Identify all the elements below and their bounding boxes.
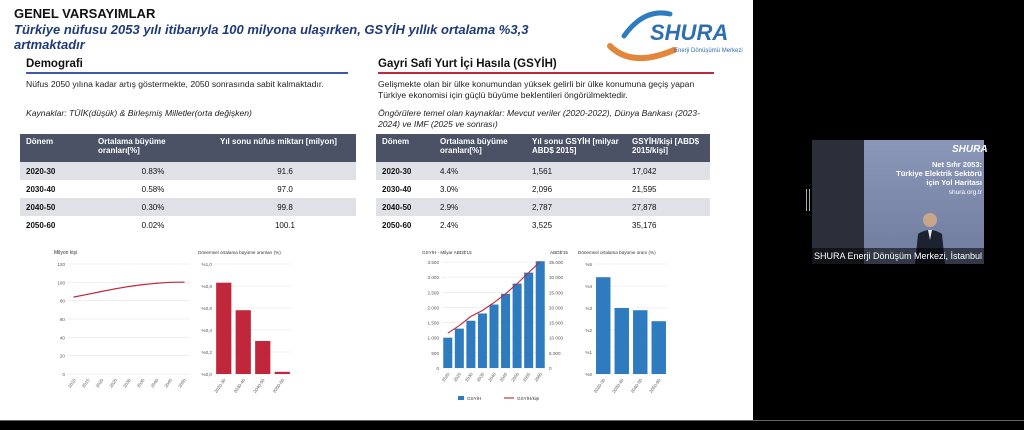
y-tick-label: %3 xyxy=(585,306,592,311)
table-cell: 97.0 xyxy=(214,180,356,198)
chart-title: Dönemsel ortalama büyüme oranları (%) xyxy=(198,250,281,255)
right-axis-title: ABD$'15 xyxy=(550,250,568,255)
table-cell: 91.6 xyxy=(214,162,356,180)
gdp-combo-chart xyxy=(418,246,570,406)
bar xyxy=(615,308,629,374)
bar xyxy=(633,310,647,374)
gdp-table xyxy=(376,134,710,234)
table-row xyxy=(20,216,356,234)
bar xyxy=(255,341,270,374)
table-cell: 2,787 xyxy=(526,198,626,216)
x-tick-label: 2030 xyxy=(122,377,132,389)
data-point xyxy=(183,282,184,283)
table-cell: 4.4% xyxy=(434,162,526,180)
table-cell: 0.02% xyxy=(92,216,214,234)
bar xyxy=(536,261,545,368)
x-tick-label: 2050-60 xyxy=(271,377,286,394)
video-caption: SHURA Enerji Dönüşüm Merkezi, İstanbul xyxy=(812,248,984,264)
legend-label: GSYİH xyxy=(467,396,482,401)
y2-tick-label: 35.000 xyxy=(549,260,564,265)
video-screen-line: Türkiye Elektrik Sektörü xyxy=(896,169,982,178)
table-cell: 1,561 xyxy=(526,162,626,180)
data-point xyxy=(115,288,116,289)
table-cell: 2040-50 xyxy=(376,198,434,216)
table-cell: 2.4% xyxy=(434,216,526,234)
speaker-video[interactable] xyxy=(812,140,988,264)
y2-tick-label: 20.000 xyxy=(549,305,564,311)
x-tick-label: 2030 xyxy=(464,371,474,383)
y-tick-label: 0 xyxy=(62,372,65,377)
population-growth-bar-chart xyxy=(196,246,296,398)
y-tick-label: %0 xyxy=(585,372,592,377)
y2-tick-label: 10.000 xyxy=(549,335,564,341)
y-tick-label: 2.000 xyxy=(427,305,439,311)
table-cell: 0.58% xyxy=(92,180,214,198)
y2-tick-label: 25.000 xyxy=(549,290,564,296)
x-tick-label: 2050-60 xyxy=(648,377,662,394)
y-tick-label: 120 xyxy=(57,262,65,267)
chart-title: GSYİH - Milyar ABD$'15 xyxy=(422,250,472,255)
table-cell: 2050-60 xyxy=(20,216,92,234)
population-series-line xyxy=(74,282,184,297)
y-tick-label: 1.000 xyxy=(427,335,439,341)
y-tick-label: %5 xyxy=(585,262,592,267)
y-tick-label: %4 xyxy=(585,284,592,289)
y-tick-label: 500 xyxy=(431,350,439,356)
y-tick-label: %0,8 xyxy=(201,284,212,289)
table-cell: 2020-30 xyxy=(20,162,92,180)
bar xyxy=(443,338,452,368)
x-tick-label: 2050 xyxy=(510,371,520,383)
data-point xyxy=(73,296,74,297)
data-point xyxy=(87,294,88,295)
x-tick-label: 2040 xyxy=(149,377,160,389)
table-cell: 99.8 xyxy=(214,198,356,216)
y-tick-label: %0,0 xyxy=(201,372,212,377)
table-row xyxy=(20,180,356,198)
table-header: Yıl sonu GSYİH [milyar ABD$ 2015] xyxy=(526,134,626,162)
gdp-rule xyxy=(378,72,714,74)
gdp-title: Gayri Safi Yurt İçi Hasıla (GSYİH) xyxy=(378,58,557,70)
legend-label: GSYİH/kişi xyxy=(517,396,540,401)
legend-swatch-gdp xyxy=(458,396,464,400)
table-cell: 2050-60 xyxy=(376,216,434,234)
table-row xyxy=(376,162,710,180)
y-tick-label: 0 xyxy=(436,366,439,371)
data-point xyxy=(142,284,143,285)
table-row xyxy=(376,180,710,198)
y-tick-label: 100 xyxy=(57,280,65,286)
x-tick-label: 2040 xyxy=(487,371,497,383)
table-cell: 2,096 xyxy=(526,180,626,198)
gdp-sources: Öngörülere temel olan kaynaklar: Mevcut veriler (2020-2022), Dünya Bankası (2023-2024) ve IMF (2025 ve sonrası) xyxy=(378,108,700,129)
x-tick-label: 2020-30 xyxy=(213,377,227,394)
table-cell: 21,595 xyxy=(626,180,710,198)
x-tick-label: 2060 xyxy=(533,371,544,383)
data-point xyxy=(170,282,171,283)
x-tick-label: 2020 xyxy=(440,371,451,383)
x-tick-label: 2050 xyxy=(177,377,187,389)
bar xyxy=(524,273,533,368)
y-tick-label: 40 xyxy=(59,335,65,341)
x-tick-label: 2010 xyxy=(67,377,77,389)
table-row xyxy=(20,198,356,216)
table-header: Ortalama büyüme oranları[%] xyxy=(92,134,214,162)
data-point xyxy=(101,291,102,292)
table-cell: 35,176 xyxy=(626,216,710,234)
video-screen-line: shura.org.tr xyxy=(948,189,982,196)
y-tick-label: %0,6 xyxy=(201,306,212,311)
bar xyxy=(466,321,475,368)
population-line-chart xyxy=(50,246,194,398)
x-tick-label: 2030-40 xyxy=(611,377,625,394)
table-cell: 17,042 xyxy=(626,162,710,180)
y-tick-label: 20 xyxy=(59,353,65,359)
x-tick-label: 2045 xyxy=(498,371,509,383)
gdp-growth-bar-chart xyxy=(576,246,672,398)
bar xyxy=(501,294,510,368)
table-header: GSYİH/kişi [ABD$ 2015/kişi] xyxy=(626,134,710,162)
y-tick-label: %0,4 xyxy=(201,328,212,333)
x-tick-label: 2035 xyxy=(135,377,146,389)
demografi-table xyxy=(20,134,356,234)
slide-header: GENEL VARSAYIMLAR xyxy=(14,6,156,21)
y-tick-label: 60 xyxy=(59,317,65,322)
y2-tick-label: 15.000 xyxy=(549,320,564,326)
table-cell: 100.1 xyxy=(214,216,356,234)
table-cell: 2030-40 xyxy=(376,180,434,198)
table-cell: 2.9% xyxy=(434,198,526,216)
table-header: Yıl sonu nüfus miktarı [milyon] xyxy=(214,134,356,162)
bar xyxy=(513,284,522,368)
bar xyxy=(275,372,290,374)
table-cell: 2030-40 xyxy=(20,180,92,198)
slide-subtitle: Türkiye nüfusu 2053 yılı itibarıyla 100 milyona ulaşırken, GSYİH yıllık ortalama %3,3 artmaktadır xyxy=(14,22,529,52)
x-tick-label: 2025 xyxy=(108,377,119,389)
y-tick-label: 1.500 xyxy=(427,320,439,326)
x-tick-label: 2040-50 xyxy=(252,377,266,394)
video-screen-line: için Yol Haritası xyxy=(926,178,982,187)
bar xyxy=(455,329,464,368)
chart-title: Dönemsel ortalama büyüme oranı (%) xyxy=(578,250,656,255)
data-point xyxy=(156,283,157,284)
panel-resize-handle[interactable] xyxy=(806,189,810,211)
table-header: Ortalama büyüme oranları[%] xyxy=(434,134,526,162)
y-tick-label: 3.500 xyxy=(427,260,439,265)
table-cell: 2020-30 xyxy=(376,162,434,180)
table-header: Dönem xyxy=(376,134,434,162)
logo-text: SHURA xyxy=(650,20,729,45)
gdp-paragraph: Gelişmekte olan bir ülke konumundan yüksek gelirli bir ülke konumuna geçiş yapan Türkiye ekonomisi için güçlü büyüme beklentileri öngörülmektedir. xyxy=(378,79,695,100)
demografi-title: Demografi xyxy=(26,58,83,70)
bar xyxy=(216,283,231,374)
demografi-paragraph: Nüfus 2050 yılına kadar artış göstermekte, 2050 sonrasında sabit kalmaktadır. xyxy=(26,79,324,89)
window-bottom-divider xyxy=(0,420,1024,421)
table-cell: 2040-50 xyxy=(20,198,92,216)
y-tick-label: %1,0 xyxy=(201,262,212,267)
x-tick-label: 2035 xyxy=(475,371,486,383)
chart-title: Milyon kişi xyxy=(54,250,78,256)
table-row xyxy=(376,216,710,234)
table-cell: 27,878 xyxy=(626,198,710,216)
y-tick-label: %1 xyxy=(585,350,592,355)
data-point xyxy=(128,286,129,287)
x-tick-label: 2015 xyxy=(80,377,91,389)
video-screen-logo: SHURA xyxy=(952,144,988,155)
bar xyxy=(489,305,498,368)
y-tick-label: 3.000 xyxy=(427,275,439,281)
y2-tick-label: 0 xyxy=(549,366,552,371)
y-tick-label: 2.500 xyxy=(427,290,439,296)
x-tick-label: 2025 xyxy=(452,371,463,383)
y2-tick-label: 30.000 xyxy=(549,275,564,281)
table-cell: 0.83% xyxy=(92,162,214,180)
x-tick-label: 2040-50 xyxy=(629,377,644,394)
demografi-sources: Kaynaklar: TÜİK(düşük) & Birleşmiş Milletler(orta değişken) xyxy=(26,108,252,118)
x-tick-label: 2030-40 xyxy=(232,377,247,394)
bar xyxy=(596,277,610,374)
y2-tick-label: 5.000 xyxy=(549,350,561,356)
y-tick-label: %0,2 xyxy=(201,350,212,355)
x-tick-label: 2055 xyxy=(521,371,532,383)
x-tick-label: 2020-30 xyxy=(592,377,607,394)
x-tick-label: 2020 xyxy=(94,377,105,389)
bar xyxy=(652,321,666,374)
bar xyxy=(236,310,251,374)
y-tick-label: %2 xyxy=(585,328,592,333)
x-tick-label: 2045 xyxy=(163,377,174,389)
demografi-rule xyxy=(26,72,348,74)
video-screen-line: Net Sıfır 2053: xyxy=(931,160,982,169)
table-row xyxy=(20,162,356,180)
y-tick-label: 80 xyxy=(59,298,65,304)
table-header: Dönem xyxy=(20,134,92,162)
bar xyxy=(478,313,487,368)
shura-logo xyxy=(604,6,743,62)
table-cell: 3,525 xyxy=(526,216,626,234)
logo-tagline: Enerji Dönüşümü Merkezi xyxy=(674,48,743,54)
table-row xyxy=(376,198,710,216)
table-cell: 3.0% xyxy=(434,180,526,198)
table-cell: 0.30% xyxy=(92,198,214,216)
